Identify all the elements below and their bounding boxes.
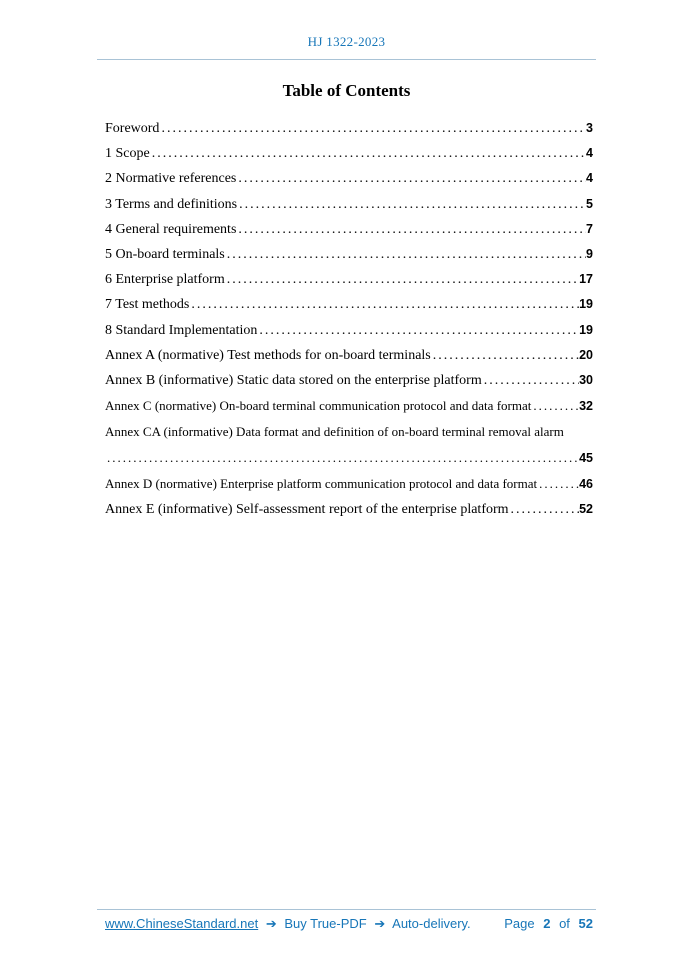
toc-dot-leader: [531, 393, 579, 418]
toc-entry-label: 1 Scope: [105, 146, 150, 162]
toc-entry-terms-definitions: [105, 192, 593, 217]
toc-entry-label: 4 General requirements: [105, 221, 237, 237]
total-page-number: 52: [578, 916, 593, 931]
toc-entry-general-requirements: [105, 217, 593, 242]
toc-dot-leader: [537, 471, 579, 496]
of-word: of: [559, 916, 570, 931]
toc-dot-leader: [482, 368, 579, 393]
toc-entry-label: Annex C (normative) On-board terminal communication protocol and data format: [105, 398, 532, 414]
toc-entry-label: 6 Enterprise platform: [105, 272, 225, 288]
footer-url-link[interactable]: www.ChineseStandard.net: [105, 916, 259, 931]
toc-dot-leader: [237, 192, 586, 217]
toc-entry-label: 2 Normative references: [105, 171, 237, 187]
toc-entry-page: 5: [586, 196, 593, 211]
toc-dot-leader: [105, 445, 579, 470]
footer-delivery-text: Auto-delivery.: [392, 916, 471, 931]
document-footer: [105, 916, 593, 932]
toc-entry-label: Annex E (informative) Self-assessment report of the enterprise platform: [105, 502, 509, 518]
toc-entry-label: Foreword: [105, 121, 160, 136]
toc-entry-page: 4: [586, 171, 593, 186]
toc-entry-page: 45: [579, 450, 593, 465]
header-divider: [97, 59, 596, 60]
toc-entry-enterprise-platform: [105, 267, 593, 292]
toc-dot-leader: [159, 116, 586, 141]
toc-entry-annex-e: [105, 497, 593, 522]
toc-entry-label: Annex CA (informative) Data format and definition of on-board terminal removal alarm: [105, 424, 564, 440]
toc-entry-page: 4: [586, 146, 593, 161]
toc-entry-page: 19: [579, 297, 593, 312]
toc-entry-page: 20: [579, 347, 593, 362]
toc-entry-page: 19: [579, 322, 593, 337]
toc-entry-onboard-terminals: [105, 242, 593, 267]
toc-entry-page: 17: [579, 272, 593, 287]
toc-dot-leader: [236, 217, 586, 242]
toc-entry-annex-a: [105, 343, 593, 368]
footer-page-indicator: [499, 916, 593, 931]
toc-entry-scope: [105, 141, 593, 166]
footer-branding: [105, 916, 475, 932]
page-word: Page: [504, 916, 535, 931]
toc-entry-label: 5 On-board terminals: [105, 247, 225, 263]
toc-dot-leader: [225, 242, 586, 267]
toc-entry-label: 7 Test methods: [105, 297, 190, 313]
toc-entry-page: 32: [579, 399, 593, 414]
table-of-contents: [105, 116, 593, 522]
toc-entry-standard-implementation: [105, 318, 593, 343]
toc-entry-annex-c: [105, 393, 593, 419]
toc-entry-annex-d: [105, 471, 593, 497]
toc-entry-page: 9: [586, 247, 593, 262]
toc-dot-leader: [189, 292, 579, 317]
toc-dot-leader: [257, 318, 579, 343]
arrow-icon: ➔: [265, 916, 277, 931]
page-title: Table of Contents: [282, 81, 411, 100]
toc-entry-page: 30: [579, 373, 593, 388]
toc-entry-label: Annex A (normative) Test methods for on-board terminals: [105, 347, 431, 363]
document-header-code: HJ 1322-2023: [307, 34, 386, 49]
arrow-icon: ➔: [374, 916, 386, 931]
toc-dot-leader: [150, 141, 586, 166]
footer-divider: [97, 909, 596, 910]
toc-entry-normative-references: [105, 166, 593, 191]
toc-dot-leader: [225, 267, 579, 292]
toc-dot-leader: [509, 497, 580, 522]
toc-entry-label: Annex B (informative) Static data stored on the enterprise platform: [105, 373, 482, 389]
toc-dot-leader: [236, 166, 586, 191]
toc-entry-foreword: [105, 116, 593, 141]
toc-entry-page: 3: [586, 121, 593, 135]
toc-dot-leader: [431, 343, 579, 368]
toc-entry-annex-ca: [105, 419, 593, 470]
toc-entry-page: 52: [579, 502, 593, 517]
toc-entry-annex-b: [105, 368, 593, 393]
toc-entry-label: 3 Terms and definitions: [105, 196, 238, 212]
footer-buy-text: Buy True-PDF: [284, 916, 367, 931]
toc-entry-label: Annex D (normative) Enterprise platform communication protocol and data format: [105, 475, 538, 491]
toc-entry-page: 46: [579, 476, 593, 491]
toc-entry-test-methods: [105, 292, 593, 317]
toc-entry-label: 8 Standard Implementation: [105, 322, 258, 338]
current-page-number: 2: [543, 916, 551, 931]
toc-entry-page: 7: [586, 221, 593, 236]
